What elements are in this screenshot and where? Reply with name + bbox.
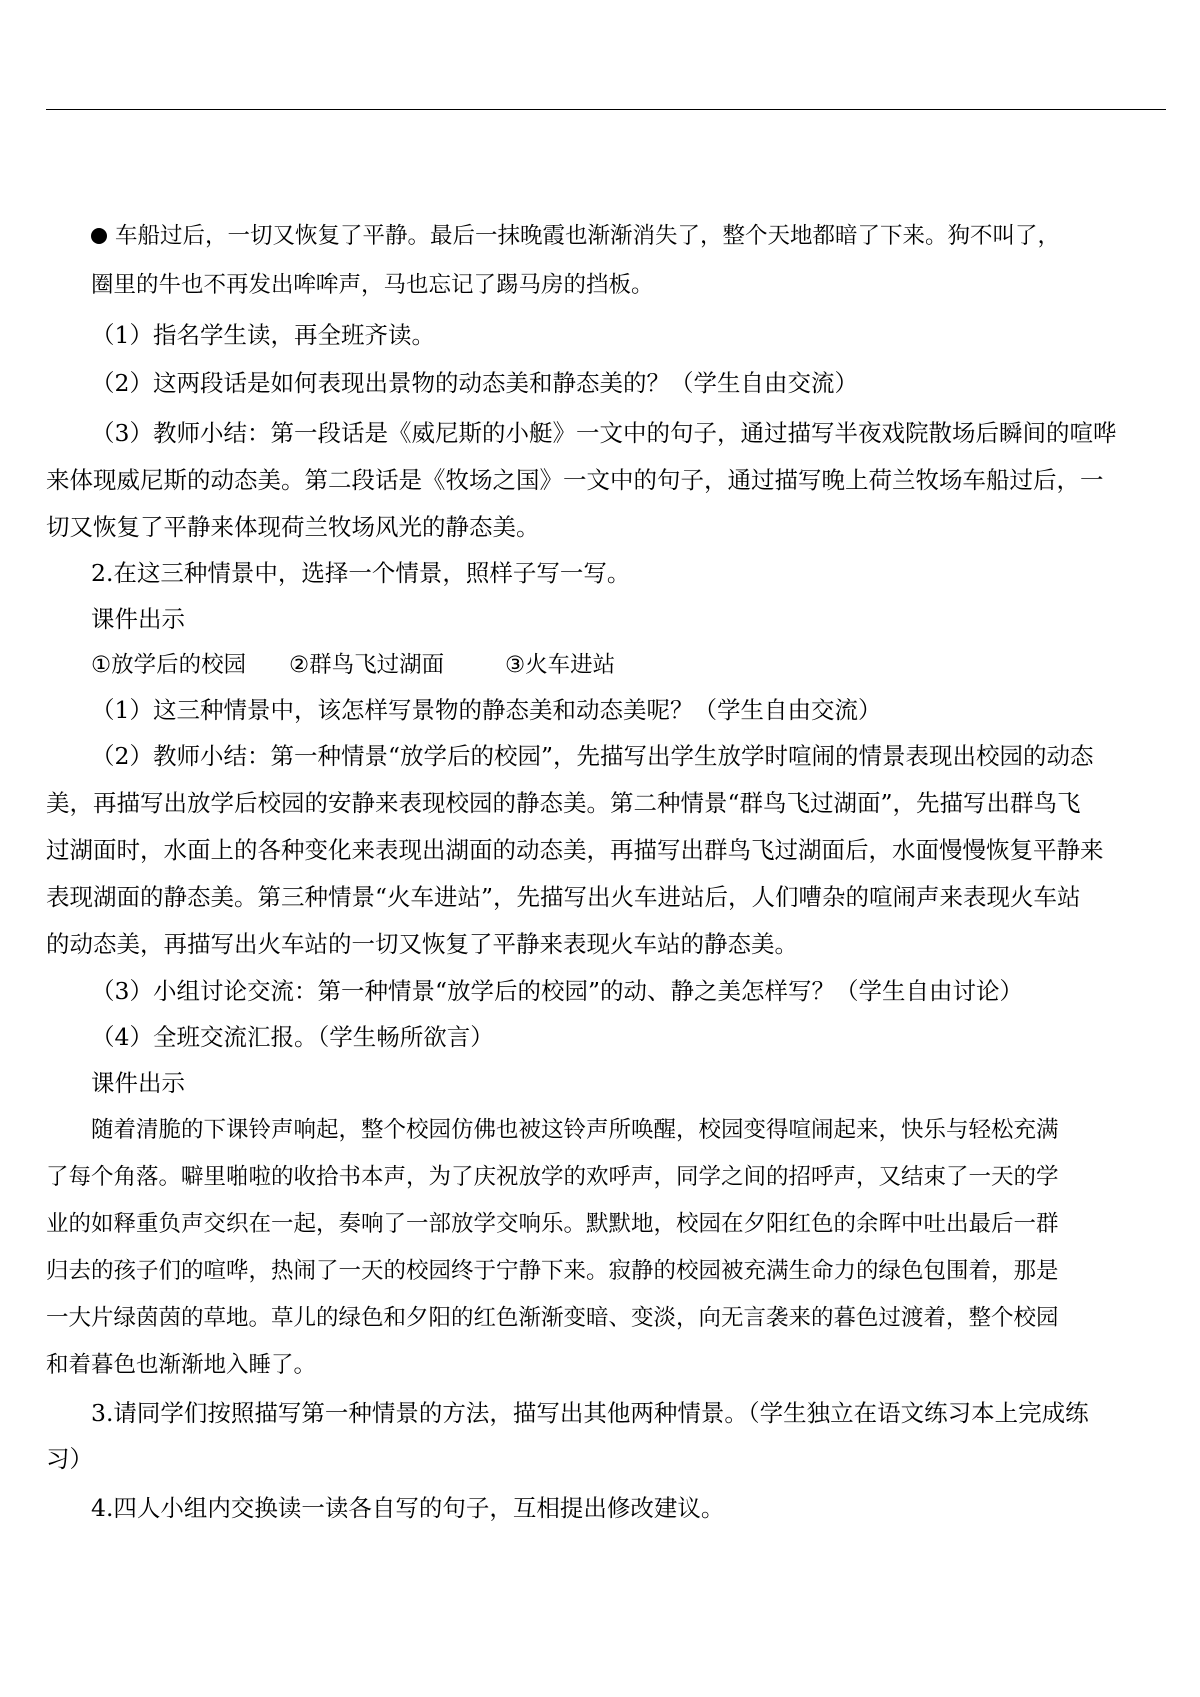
sample-passage-line: 一大片绿茵茵的草地。草儿的绿色和夕阳的红色渐渐变暗、变淡，向无言袭来的暮色过渡着，整个校园 [46,1305,1059,1331]
step-2: （2）这两段话是如何表现出景物的动态美和静态美的？（学生自由交流） [91,369,858,397]
quote-line [91,220,1060,252]
quote-text: 车船过后，一切又恢复了平静。最后一抹晚霞也渐渐消失了，整个天地都暗了下来。狗不叫了， [115,223,1061,249]
question-2-line: 表现湖面的静态美。第三种情景“火车进站”，先描写出火车进站后，人们嘈杂的喧闹声来表现火车站 [46,883,1081,911]
step-3-line: 来体现威尼斯的动态美。第二段话是《牧场之国》一文中的句子，通过描写晚上荷兰牧场车船过后，一 [46,466,1104,494]
task-2-title: 2.在这三种情景中，选择一个情景，照样子写一写。 [91,559,631,587]
header-rule [46,109,1166,110]
question-1: （1）这三种情景中，该怎样写景物的静态美和动态美呢？（学生自由交流） [91,696,882,724]
question-3: （3）小组讨论交流：第一种情景“放学后的校园”的动、静之美怎样写？（学生自由讨论） [91,977,1023,1005]
question-2-line: 美，再描写出放学后校园的安静来表现校园的静态美。第二种情景“群鸟飞过湖面”，先描写出群鸟飞 [46,789,1081,817]
step-3-line: （3）教师小结：第一段话是《威尼斯的小艇》一文中的句子，通过描写半夜戏院散场后瞬间的喧哗 [91,419,1117,447]
question-2-line: 的动态美，再描写出火车站的一切又恢复了平静来表现火车站的静态美。 [46,930,798,958]
sample-passage-line: 和着暮色也渐渐地入睡了。 [46,1352,317,1378]
bullet-icon [91,228,107,244]
sample-passage-line: 了每个角落。噼里啪啦的收拾书本声，为了庆祝放学的欢呼声，同学之间的招呼声，又结束了一天的学 [46,1164,1059,1190]
step-1: （1）指名学生读，再全班齐读。 [91,321,435,349]
courseware-label: 课件出示 [91,605,185,633]
task-4: 4.四人小组内交换读一读各自写的句子，互相提出修改建议。 [91,1494,725,1522]
task-3-line: 3.请同学们按照描写第一种情景的方法，描写出其他两种情景。（学生独立在语文练习本上完成练 [91,1399,1089,1427]
sample-passage-line: 业的如释重负声交织在一起，奏响了一部放学交响乐。默默地，校园在夕阳红色的余晖中吐出最后一群 [46,1211,1059,1237]
courseware-label: 课件出示 [91,1069,185,1097]
question-2-line: （2）教师小结：第一种情景“放学后的校园”，先描写出学生放学时喧闹的情景表现出校园的动态 [91,742,1094,770]
sample-passage-line: 归去的孩子们的喧哗，热闹了一天的校园终于宁静下来。寂静的校园被充满生命力的绿色包围着，那是 [46,1258,1059,1284]
scenario-option: ③火车进站 [505,652,616,678]
step-3-line: 切又恢复了平静来体现荷兰牧场风光的静态美。 [46,513,540,541]
question-2-line: 过湖面时，水面上的各种变化来表现出湖面的动态美，再描写出群鸟飞过湖面后，水面慢慢恢复平静来 [46,836,1104,864]
sample-passage-line: 随着清脆的下课铃声响起，整个校园仿佛也被这铃声所唤醒，校园变得喧闹起来，快乐与轻松充满 [91,1117,1059,1143]
quote-line: 圈里的牛也不再发出哞哞声，马也忘记了踢马房的挡板。 [91,272,654,298]
scenario-option: ②群鸟飞过湖面 [289,652,445,678]
scenario-option: ①放学后的校园 [91,652,247,678]
scenario-options [91,649,615,681]
question-4: （4）全班交流汇报。（学生畅所欲言） [91,1023,494,1051]
task-3-line: 习） [46,1445,93,1473]
